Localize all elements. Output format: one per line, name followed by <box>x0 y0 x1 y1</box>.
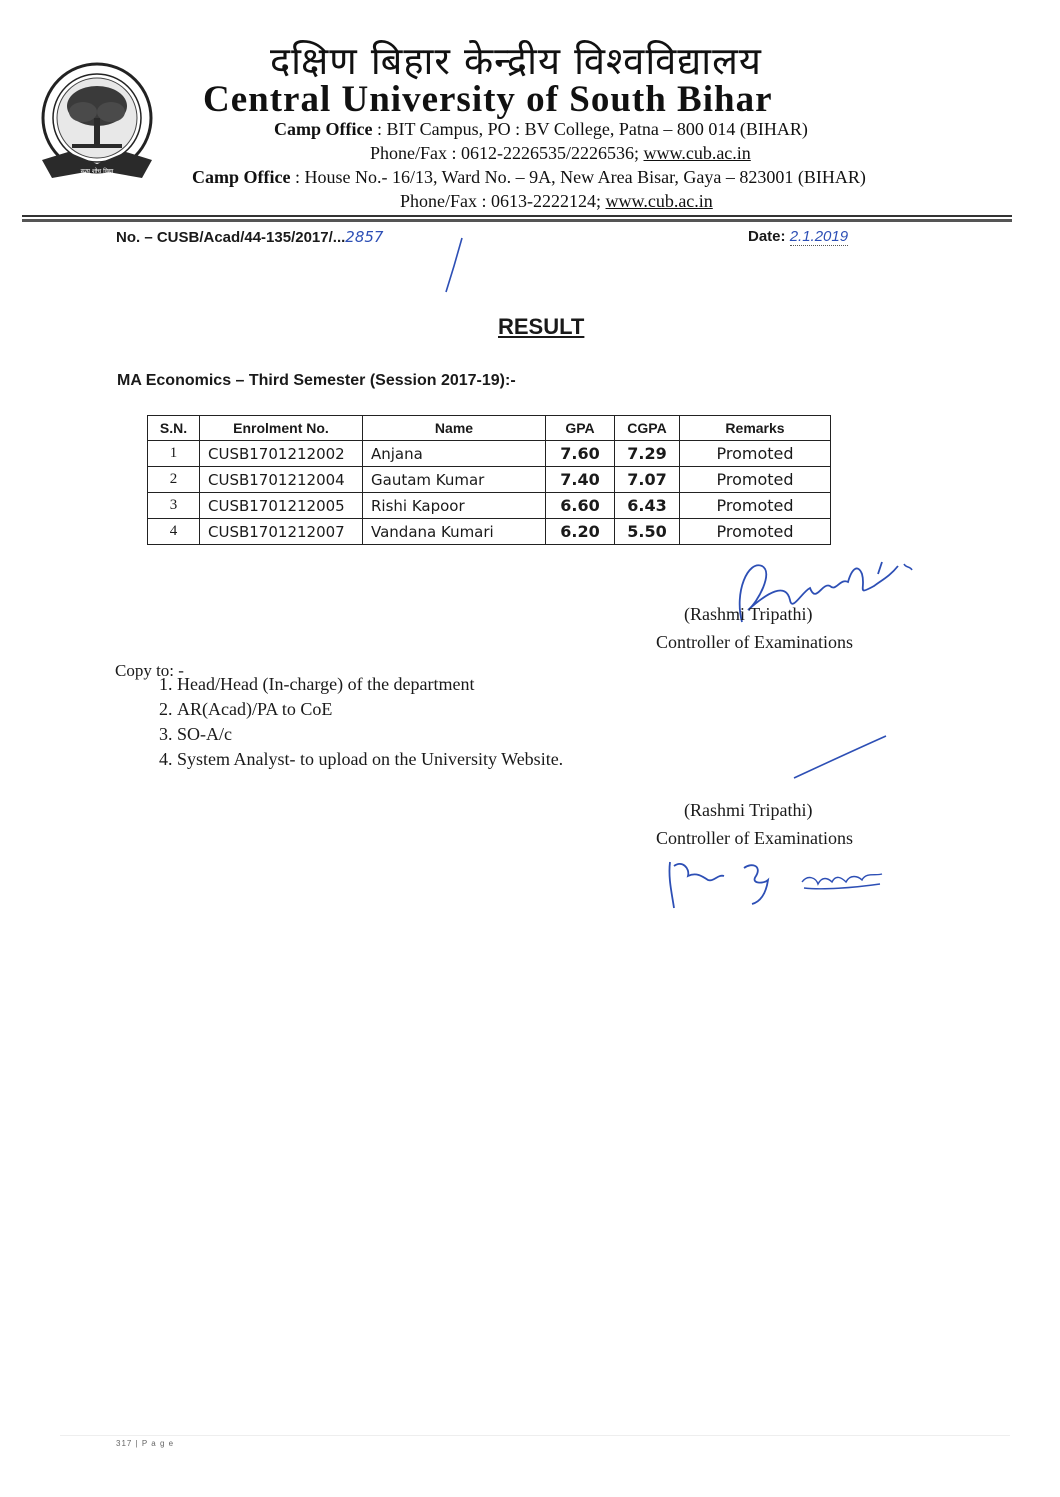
cell-enrolment: CUSB1701212004 <box>200 467 363 493</box>
svg-text:सत्य शोध विद्या: सत्य शोध विद्या <box>80 168 114 175</box>
cell-gpa: 7.60 <box>546 441 615 467</box>
cell-enrolment: CUSB1701212007 <box>200 519 363 545</box>
university-name-english: Central University of South Bihar <box>203 79 773 120</box>
table-row <box>148 467 831 493</box>
patna-address-text: : BIT Campus, PO : BV College, Patna – 800 014 (BIHAR) <box>376 119 808 139</box>
date-value: 2.1.2019 <box>789 228 849 245</box>
letterhead-divider <box>22 219 1012 222</box>
signatory-name: (Rashmi Tripathi) <box>684 604 813 624</box>
page-title: RESULT <box>498 314 585 339</box>
cell-name: Gautam Kumar <box>363 467 546 493</box>
camp-office-patna-address <box>274 119 808 140</box>
gaya-address-text: : House No.- 16/13, Ward No. – 9A, New Area Bisar, Gaya – 823001 (BIHAR) <box>294 167 866 187</box>
university-logo <box>38 60 156 190</box>
table-row <box>148 441 831 467</box>
handwritten-signature <box>728 552 918 642</box>
cell-remarks: Promoted <box>680 519 831 545</box>
column-header-cgpa: CGPA <box>615 416 680 441</box>
result-table <box>147 415 831 545</box>
table-header-row <box>148 416 831 441</box>
cell-sn: 4 <box>148 519 200 545</box>
column-header-name: Name <box>363 416 546 441</box>
table-row <box>148 493 831 519</box>
cell-gpa: 6.20 <box>546 519 615 545</box>
handwritten-initials <box>652 854 912 914</box>
gaya-phone-text: Phone/Fax : 0613-2222124; <box>400 191 606 211</box>
patna-phone-text: Phone/Fax : 0612-2226535/2226536; <box>370 143 644 163</box>
cell-cgpa: 6.43 <box>615 493 680 519</box>
cell-name: Vandana Kumari <box>363 519 546 545</box>
copy-to-label: Copy to: - <box>115 661 184 680</box>
cell-name: Rishi Kapoor <box>363 493 546 519</box>
cell-name: Anjana <box>363 441 546 467</box>
signatory-title: Controller of Examinations <box>656 632 853 652</box>
cell-remarks: Promoted <box>680 441 831 467</box>
pen-stroke-mark <box>436 236 466 296</box>
cell-sn: 3 <box>148 493 200 519</box>
cell-gpa: 7.40 <box>546 467 615 493</box>
gaya-phone-line <box>400 191 713 212</box>
column-header-gpa: GPA <box>546 416 615 441</box>
copy-to-list <box>135 672 563 772</box>
cell-cgpa: 7.07 <box>615 467 680 493</box>
camp-office-label: Camp Office <box>274 119 373 139</box>
signatory-name: (Rashmi Tripathi) <box>684 800 813 820</box>
table-row <box>148 519 831 545</box>
list-item: 2. AR(Acad)/PA to CoE <box>177 697 563 722</box>
cell-gpa: 6.60 <box>546 493 615 519</box>
camp-office-label: Camp Office <box>192 167 291 187</box>
reference-label: No. – CUSB/Acad/44-135/2017/ <box>116 229 333 246</box>
list-item: 4. System Analyst- to upload on the University Website. <box>177 747 563 772</box>
column-header-enrolment: Enrolment No. <box>200 416 363 441</box>
cell-sn: 2 <box>148 467 200 493</box>
cell-sn: 1 <box>148 441 200 467</box>
cell-remarks: Promoted <box>680 493 831 519</box>
website-link[interactable]: www.cub.ac.in <box>643 143 751 163</box>
program-subheading: MA Economics – Third Semester (Session 2017-19):- <box>117 372 516 389</box>
cell-cgpa: 5.50 <box>615 519 680 545</box>
cell-remarks: Promoted <box>680 467 831 493</box>
patna-phone-line <box>370 143 751 164</box>
reference-number <box>116 228 383 246</box>
document-date <box>748 228 848 245</box>
reference-dots: ... <box>332 229 346 246</box>
camp-office-gaya-address <box>192 167 866 188</box>
page-number: 317 | P a g e <box>116 1439 175 1448</box>
signatory-title: Controller of Examinations <box>656 828 853 848</box>
reference-handwritten-number: 2857 <box>345 228 384 246</box>
list-item: 3. SO-A/c <box>177 722 563 747</box>
cell-enrolment: CUSB1701212002 <box>200 441 363 467</box>
footer-divider <box>60 1435 1010 1436</box>
pen-stroke-mark <box>790 732 890 782</box>
cell-enrolment: CUSB1701212005 <box>200 493 363 519</box>
letterhead-divider <box>22 215 1012 217</box>
university-name-hindi: दक्षिण बिहार केन्द्रीय विश्वविद्यालय <box>270 39 762 83</box>
cell-cgpa: 7.29 <box>615 441 680 467</box>
column-header-sn: S.N. <box>148 416 200 441</box>
website-link[interactable]: www.cub.ac.in <box>605 191 713 211</box>
list-item: 1. Head/Head (In-charge) of the department <box>177 672 563 697</box>
column-header-remarks: Remarks <box>680 416 831 441</box>
date-label: Date: <box>748 228 790 245</box>
